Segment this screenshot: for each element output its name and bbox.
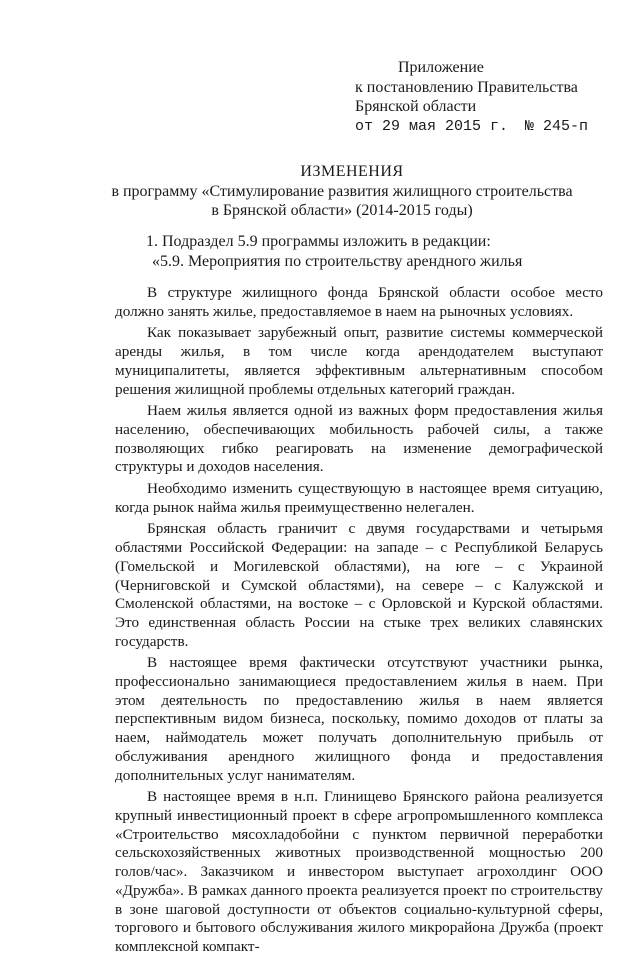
paragraph: Как показывает зарубежный опыт, развитие системы коммерческой аренды жилья, в том числе когда арендодателем выступают муниципалитеты, является эффективным альтернативным способом решения жилищной проблемы отдельных категорий граждан. [115, 324, 603, 398]
intro-item-1: 1. Подраздел 5.9 программы изложить в редакции: [146, 233, 491, 250]
appendix-block [355, 58, 589, 136]
paragraph: Брянская область граничит с двумя государствами и четырьмя областями Российской Федерации: на западе – с Республикой Беларусь (Гомельской и Могилевской областями), на юге – с Украиной (Черниговской и Сумской областями), на севере – с Калужской и Смоленской областями, на востоке – с Орловской и Курской областями. Это единственная область России на стыке трех великих славянских государств. [115, 520, 603, 650]
appendix-date: от 29 мая 2015 г. [355, 117, 509, 135]
intro-item-2: «5.9. Мероприятия по строительству арендного жилья [152, 252, 523, 270]
paragraph: В настоящее время в н.п. Глинищево Брянского района реализуется крупный инвестиционный проект в сфере агропромышленного комплекса «Строительство мясохладобойни с пунктом первичной переработки сельскохозяйственных животных производственной мощностью 200 голов/час». Заказчиком и инвестором выступает агрохолдинг ООО «Дружба». В рамках данного проекта реализуется проект по строительству в зоне шаговой доступности от объектов социально-культурной сферы, торгового и бытового обслуживания жилого микрорайона Дружба (проект комплексной компакт- [115, 788, 603, 955]
heading-subtitle-line-2: в Брянской области» (2014-2015 годы) [211, 202, 473, 219]
appendix-date-row [355, 117, 589, 137]
appendix-line-1: к постановлению Правительства [355, 78, 578, 96]
heading-subtitle-line-1: в программу «Стимулирование развития жилищного строительства [111, 182, 573, 200]
paragraph: В структуре жилищного фонда Брянской области особое место должно занять жилье, предоставляемое в наем на рыночных условиях. [115, 284, 603, 320]
paragraph: Необходимо изменить существующую в настоящее время ситуацию, когда рынок найма жилья преимущественно нелегален. [115, 480, 603, 516]
intro-block [146, 232, 522, 271]
heading-title: ИЗМЕНЕНИЯ [300, 163, 404, 180]
body-text [115, 284, 603, 960]
document-heading [0, 162, 640, 221]
appendix-line-2: Брянской области [355, 98, 477, 115]
paragraph: В настоящее время фактически отсутствуют участники рынка, профессионально занимающиеся предоставлением жилья в наем. При этом деятельность по предоставлению жилья в наем является перспективным видом бизнеса, поскольку, помимо доходов от платы за наем, наймодатель может получать дополнительную прибыль от обслуживания арендного жилищного фонда и предоставления дополнительных услуг нанимателям. [115, 654, 603, 784]
appendix-title: Приложение [398, 59, 484, 76]
appendix-number: № 245-п [525, 117, 589, 135]
paragraph: Наем жилья является одной из важных форм предоставления жилья населению, обеспечивающих мобильность рабочей силы, а также позволяющих гибко реагировать на изменение демографической структуры и доходов населения. [115, 402, 603, 476]
